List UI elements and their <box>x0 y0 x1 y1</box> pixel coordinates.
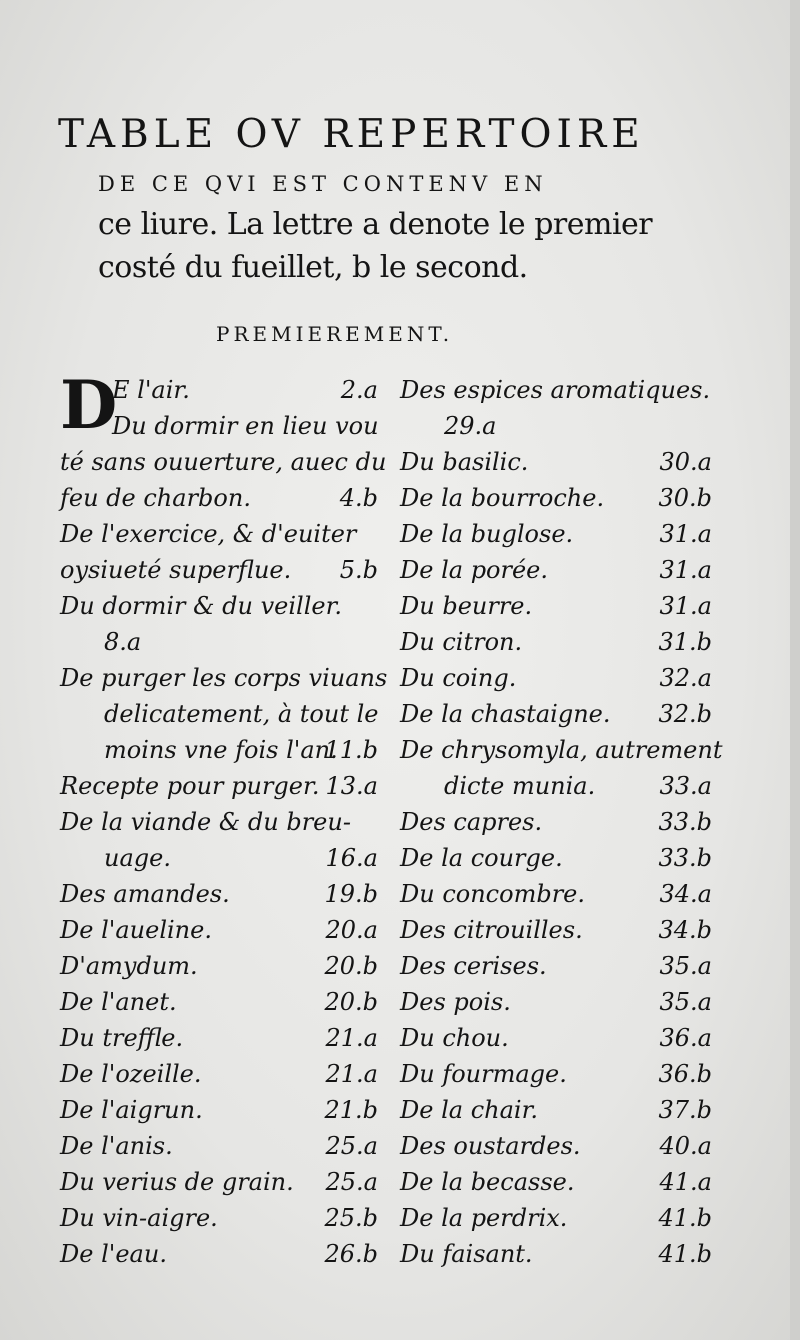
index-entry <box>60 1020 378 1056</box>
index-entry <box>60 1200 378 1236</box>
entry-text: De la porée. <box>400 556 549 584</box>
folio-reference: 16.a <box>325 844 378 872</box>
entry-text: De l'aueline. <box>60 916 212 944</box>
folio-reference: 37.b <box>658 1096 712 1124</box>
index-column-left <box>60 366 388 1272</box>
folio-reference: 35.a <box>659 988 712 1016</box>
entry-text: Du basilic. <box>400 448 529 476</box>
entry-text: Recepte pour purger. <box>60 772 320 800</box>
folio-reference: 21.a <box>325 1024 378 1052</box>
index-entry <box>60 1128 378 1164</box>
index-entry <box>60 624 378 660</box>
index-entry <box>400 1092 712 1128</box>
entry-text: Du chou. <box>400 1024 509 1052</box>
entry-text: De l'anet. <box>60 988 177 1016</box>
index-entry <box>400 480 712 516</box>
folio-reference: 25.a <box>325 1168 378 1196</box>
entry-text: Des oustardes. <box>400 1132 581 1160</box>
folio-reference: 33.b <box>658 808 712 836</box>
entry-text: E l'air. <box>112 376 190 404</box>
page-title: TABLE OV REPERTOIRE <box>58 112 645 157</box>
index-entry <box>400 1200 712 1236</box>
entry-text: Des amandes. <box>60 880 230 908</box>
entry-text: 29.a <box>444 412 497 440</box>
index-entry <box>400 552 712 588</box>
index-entry <box>60 660 388 696</box>
index-entry <box>60 552 378 588</box>
entry-text: Du beurre. <box>400 592 533 620</box>
entry-text: De la bourroche. <box>400 484 605 512</box>
folio-reference: 11.b <box>324 736 378 764</box>
index-entry <box>400 912 712 948</box>
folio-reference: 40.a <box>659 1132 712 1160</box>
folio-reference: 33.a <box>659 772 712 800</box>
folio-reference: 30.b <box>658 484 712 512</box>
page-edge <box>790 0 800 1340</box>
entry-text: Du faisant. <box>400 1240 533 1268</box>
folio-reference: 20.b <box>324 952 378 980</box>
entry-text: De la viande & du breu- <box>60 808 351 836</box>
index-entry <box>60 1092 378 1128</box>
entry-text: Des cerises. <box>400 952 547 980</box>
folio-reference: 34.b <box>658 916 712 944</box>
index-entry <box>60 732 378 768</box>
index-entry <box>400 1164 712 1200</box>
entry-text: De la chair. <box>400 1096 539 1124</box>
folio-reference: 2.a <box>340 376 378 404</box>
index-entry <box>60 516 378 552</box>
index-entry <box>400 732 723 768</box>
index-entry <box>60 408 378 444</box>
entry-text: Des pois. <box>400 988 511 1016</box>
entry-text: Des citrouilles. <box>400 916 583 944</box>
entry-text: De purger les corps viuans <box>60 664 388 692</box>
entry-text: De l'eau. <box>60 1240 167 1268</box>
entry-text: Du dormir en lieu vou <box>112 412 379 440</box>
folio-reference: 4.b <box>339 484 378 512</box>
entry-text: oysiueté superflue. <box>60 556 292 584</box>
entry-text: De la courge. <box>400 844 563 872</box>
index-column-right <box>400 372 723 1272</box>
folio-reference: 31.a <box>659 520 712 548</box>
entry-text: 8.a <box>104 628 142 656</box>
index-entry <box>60 480 378 516</box>
index-entry <box>60 840 378 876</box>
index-entry <box>60 696 378 732</box>
folio-reference: 34.a <box>659 880 712 908</box>
folio-reference: 33.b <box>658 844 712 872</box>
index-entry <box>60 444 387 480</box>
entry-text: Du treffle. <box>60 1024 184 1052</box>
folio-reference: 36.a <box>659 1024 712 1052</box>
entry-text: Des capres. <box>400 808 543 836</box>
entry-text: De la buglose. <box>400 520 574 548</box>
index-entry <box>400 408 712 444</box>
folio-reference: 41.a <box>659 1168 712 1196</box>
index-entry <box>400 768 712 804</box>
index-entry <box>400 516 712 552</box>
folio-reference: 41.b <box>658 1240 712 1268</box>
entry-text: Du concombre. <box>400 880 585 908</box>
entry-text: Du dormir & du veiller. <box>60 592 343 620</box>
section-heading: PREMIEREMENT. <box>216 322 454 346</box>
index-entry <box>400 1056 712 1092</box>
folio-reference: 31.a <box>659 592 712 620</box>
index-entry <box>400 948 712 984</box>
index-entry <box>400 984 712 1020</box>
index-entry <box>60 1236 378 1272</box>
index-entry <box>400 1236 712 1272</box>
folio-reference: 20.b <box>324 988 378 1016</box>
entry-text: Du verius de grain. <box>60 1168 294 1196</box>
folio-reference: 26.b <box>324 1240 378 1268</box>
entry-text: De l'anis. <box>60 1132 173 1160</box>
folio-reference: 32.b <box>658 700 712 728</box>
index-entry <box>60 948 378 984</box>
folio-reference: 25.a <box>325 1132 378 1160</box>
folio-reference: 41.b <box>658 1204 712 1232</box>
index-entry <box>60 768 378 804</box>
index-entry <box>400 1020 712 1056</box>
entry-text: De chrysomyla, autrement <box>400 736 723 764</box>
folio-reference: 21.b <box>324 1096 378 1124</box>
entry-text: De l'aigrun. <box>60 1096 203 1124</box>
folio-reference: 5.b <box>339 556 378 584</box>
index-entry <box>60 876 378 912</box>
index-entry <box>60 912 378 948</box>
index-entry <box>60 1164 378 1200</box>
entry-text: delicatement, à tout le <box>104 700 379 728</box>
index-entry <box>60 372 378 408</box>
index-entry <box>400 588 712 624</box>
folio-reference: 21.a <box>325 1060 378 1088</box>
entry-text: De la perdrix. <box>400 1204 568 1232</box>
entry-text: moins vne fois l'an. <box>104 736 338 764</box>
entry-text: De la becasse. <box>400 1168 575 1196</box>
folio-reference: 35.a <box>659 952 712 980</box>
entry-text: Du vin-aigre. <box>60 1204 218 1232</box>
folio-reference: 30.a <box>659 448 712 476</box>
entry-text: Du fourmage. <box>400 1060 567 1088</box>
index-entry <box>60 984 378 1020</box>
entry-text: uage. <box>104 844 171 872</box>
entry-text: De l'ozeille. <box>60 1060 202 1088</box>
entry-text: feu de charbon. <box>60 484 251 512</box>
index-entry <box>400 444 712 480</box>
folio-reference: 13.a <box>325 772 378 800</box>
subtitle-line-3: costé du fueillet, b le second. <box>98 250 528 285</box>
subtitle-caps-line: DE CE QVI EST CONTENV EN <box>98 172 548 196</box>
index-entry <box>400 804 712 840</box>
entry-text: D'amydum. <box>60 952 198 980</box>
entry-text: Du coing. <box>400 664 517 692</box>
index-entry <box>400 696 712 732</box>
folio-reference: 19.b <box>324 880 378 908</box>
index-entry <box>400 660 712 696</box>
entry-text: De la chastaigne. <box>400 700 611 728</box>
entry-text: té sans ouuerture, auec du <box>60 448 387 476</box>
index-entry <box>60 804 378 840</box>
entry-text: De l'exercice, & d'euiter <box>60 520 357 548</box>
entry-text: Des espices aromatiques. <box>400 376 711 404</box>
index-entry <box>60 1056 378 1092</box>
drop-cap: D <box>60 366 118 444</box>
index-entry <box>400 1128 712 1164</box>
subtitle-line-2: ce liure. La lettre a denote le premier <box>98 207 653 242</box>
folio-reference: 25.b <box>324 1204 378 1232</box>
entry-text: dicte munia. <box>444 772 596 800</box>
index-entry <box>400 876 712 912</box>
index-entry <box>400 624 712 660</box>
index-entry <box>60 588 378 624</box>
folio-reference: 31.b <box>658 628 712 656</box>
folio-reference: 36.b <box>658 1060 712 1088</box>
folio-reference: 31.a <box>659 556 712 584</box>
index-entry <box>400 840 712 876</box>
folio-reference: 20.a <box>325 916 378 944</box>
folio-reference: 32.a <box>659 664 712 692</box>
entry-text: Du citron. <box>400 628 523 656</box>
index-entry <box>400 372 712 408</box>
